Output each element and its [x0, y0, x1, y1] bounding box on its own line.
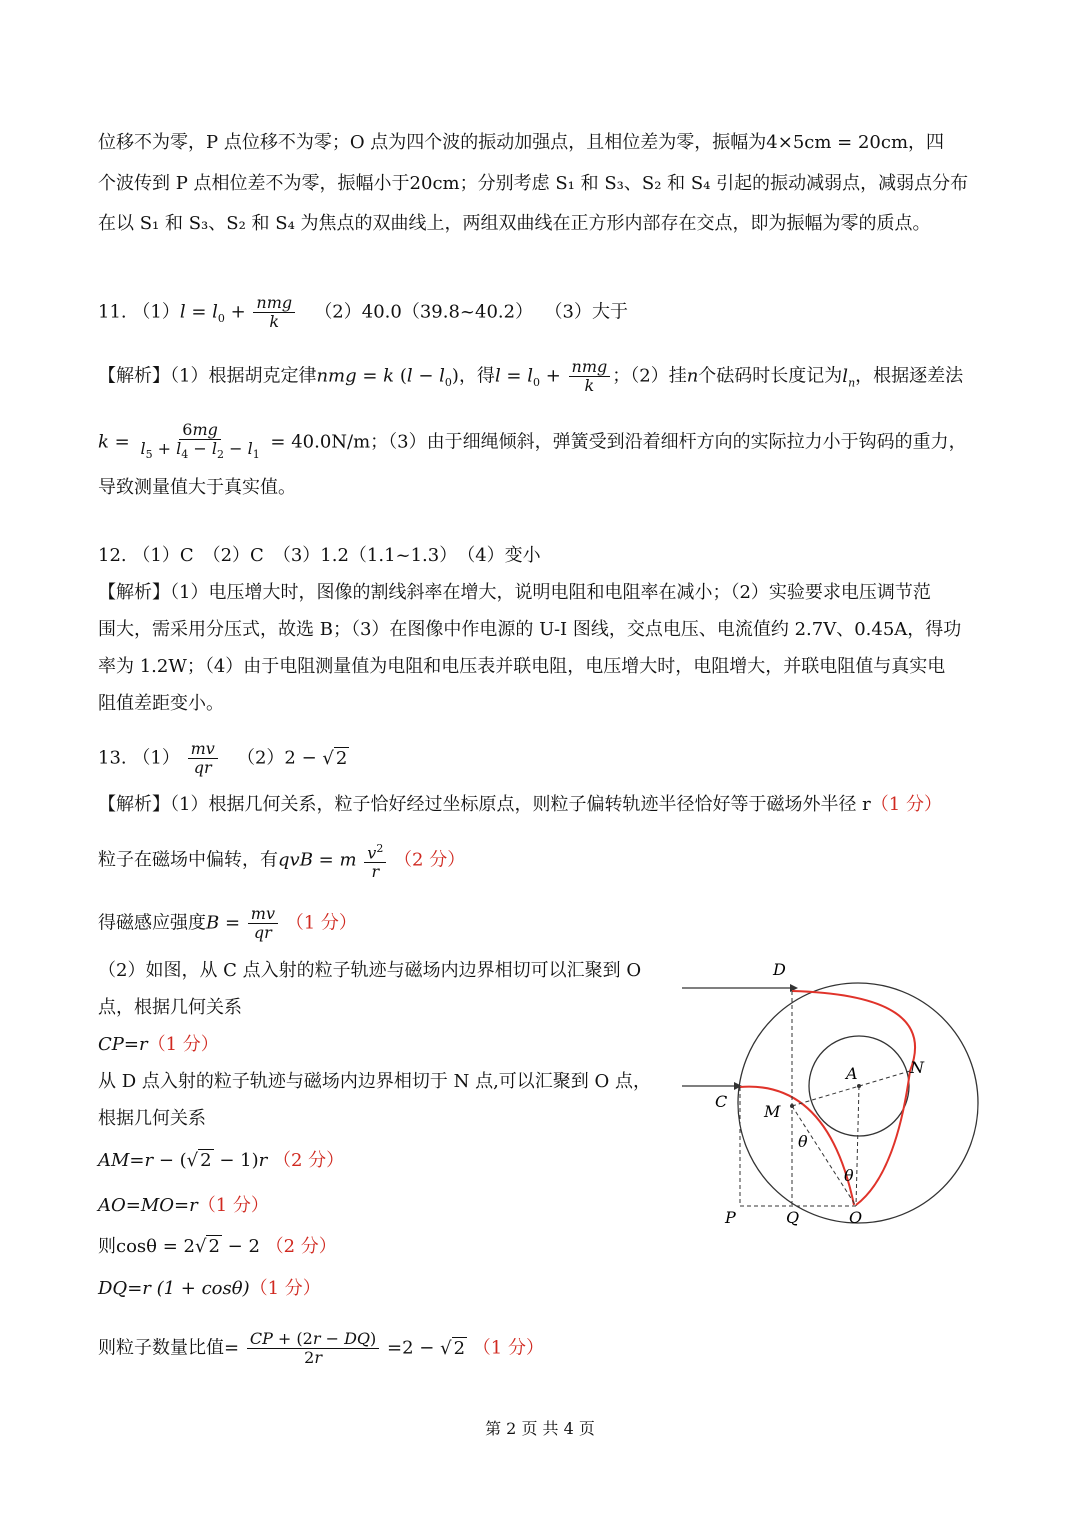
q12-explanation-1: 【解析】（1）电压增大时，图像的割线斜率在增大，说明电阻和电阻率在减小；（2）实验要求电压调节范	[98, 582, 931, 603]
q13-ratio: 则粒子数量比值= $\frac{CP + (2r - DQ)}{2r}$ =2 − √ 2 （1 分）	[98, 1329, 544, 1367]
label-a: A	[846, 1064, 858, 1083]
q12-explanation-3: 率为 1.2W；（4）由于电阻测量值为电阻和电压表并联电阻，电压增大时，电阻增大，并联电阻值与真实电	[98, 656, 946, 677]
q13-ao: AO=MO=r（1 分）	[98, 1195, 269, 1216]
q13-part2-1: （2）如图，从 C 点入射的粒子轨迹与磁场内边界相切可以汇聚到 O	[98, 960, 642, 981]
label-o: O	[849, 1208, 863, 1227]
label-n: N	[910, 1058, 924, 1077]
q11-explanation-3: 导致测量值大于真实值。	[98, 477, 296, 498]
q11-explanation-2: k = $\frac{6mg}{l_5 + l_4 - l_2 - l_1}$ = 40.0N/m；（3）由于细绳倾斜，弹簧受到沿着细杆方向的实际拉力小于钩码的重力，	[98, 420, 967, 462]
label-m: M	[764, 1102, 781, 1121]
label-theta-1: θ	[798, 1132, 808, 1151]
q13-part2-3: 从 D 点入射的粒子轨迹与磁场内边界相切于 N 点,可以汇聚到 O 点，	[98, 1071, 651, 1092]
q11-explanation-1: 【解析】（1）根据胡克定律nmg = k $(l - l_0)$，得$l = l_0$ + $\frac{\text{nmg}}{k}$ ；（2）挂n个砝码时长度记为$l_n$，根据逐差法	[98, 357, 964, 395]
p10-line-1: 位移不为零，P 点位移不为零；O 点为四个波的振动加强点，且相位差为零，振幅为4×5cm = 20cm，四	[98, 132, 945, 153]
q13-explanation-1: 【解析】（1）根据几何关系，粒子恰好经过坐标原点，则粒子偏转轨迹半径恰好等于磁场外半径 r（1 分）	[98, 794, 942, 815]
label-theta-2: θ	[844, 1166, 854, 1185]
q12-explanation-4: 阻值差距变小。	[98, 693, 224, 714]
p10-line-3: 在以 S₁ 和 S₃、S₂ 和 S₄ 为焦点的双曲线上，两组双曲线在正方形内部存在交点，即为振幅为零的质点。	[98, 213, 931, 234]
q13-cos: 则cosθ = 2√ 2 − 2 （2 分）	[98, 1236, 337, 1257]
p10-line-2: 个波传到 P 点相位差不为零，振幅小于20cm；分别考虑 S₁ 和 S₃、S₂ 和 S₄ 引起的振动减弱点，减弱点分布	[98, 173, 969, 194]
q13-dq: DQ=r (1 + cosθ)（1 分）	[98, 1278, 321, 1299]
q11-answer: 11. $(1)l = l_0$ + $\frac{\text{nmg}}{k}$ （2）40.0（39.8~40.2） （3）大于	[98, 293, 628, 331]
q13-explanation-2: 粒子在磁场中偏转，有qvB = m $\frac{v^2}{r}$ （2 分）	[98, 842, 466, 882]
q13-cp: CP=r（1 分）	[98, 1034, 219, 1055]
label-c: C	[715, 1092, 728, 1111]
label-q: Q	[786, 1208, 800, 1227]
q12-explanation-2: 围大，需采用分压式，故选 B；（3）在图像中作电源的 U-I 图线，交点电压、电流值约 2.7V、0.45A，得功	[98, 619, 962, 640]
q13-explanation-3: 得磁感应强度B = $\frac{mv}{qr}$ （1 分）	[98, 904, 357, 942]
magnetic-field-diagram	[678, 955, 998, 1235]
q13-answer: 13. （1） $\frac{mv}{qr}$ （2）2 − √ 2	[98, 739, 348, 777]
label-p: P	[725, 1208, 736, 1227]
q13-am: AM=r − (√ 2 − 1)r （2 分）	[98, 1150, 345, 1171]
trajectory-c	[740, 1087, 854, 1205]
q12-answer: 12. （1）C （2）C （3）1.2（1.1~1.3） （4）变小	[98, 545, 541, 566]
q13-part2-4: 根据几何关系	[98, 1108, 206, 1129]
page-footer: 第 2 页 共 4 页	[485, 1419, 595, 1438]
q13-part2-2: 点，根据几何关系	[98, 997, 242, 1018]
label-d: D	[773, 960, 786, 979]
